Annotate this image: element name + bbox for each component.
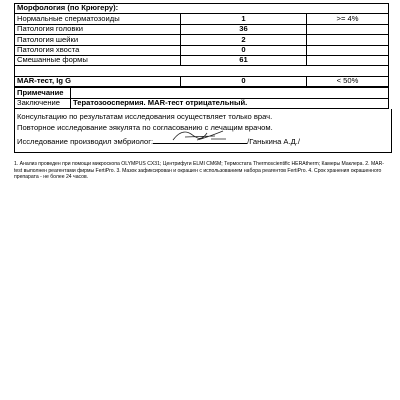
note-row <box>15 88 389 98</box>
row-value: 0 <box>181 45 307 55</box>
row-reference <box>307 45 389 55</box>
row-value: 36 <box>181 24 307 34</box>
info-box <box>14 109 392 153</box>
repeat-note: Повторное исследование эякулята по согласованию с лечащим врачом. <box>17 122 273 132</box>
conclusion-label: Заключение <box>15 98 71 108</box>
morphology-header: Морфология (по Крюгеру): <box>15 4 389 14</box>
row-label: Патология хвоста <box>15 45 181 55</box>
signature-line <box>17 134 389 148</box>
mar-reference: < 50% <box>307 76 389 86</box>
results-table <box>14 3 389 87</box>
spacer <box>15 66 389 76</box>
table-row <box>15 45 389 55</box>
spacer-row <box>15 66 389 76</box>
conclusion-text: Тератозооспермия. MAR-тест отрицательный. <box>71 98 389 108</box>
consultation-note: Консультацию по результатам исследования осуществляет только врач. <box>17 111 273 121</box>
row-label: Патология шейки <box>15 35 181 45</box>
signature-blank <box>153 134 247 144</box>
conclusion-row <box>15 98 389 108</box>
signature-prefix: Исследование производил эмбриолог: <box>17 136 154 146</box>
row-label: Нормальные сперматозоиды <box>15 14 181 24</box>
row-label: Патология головки <box>15 24 181 34</box>
row-label: Смешанные формы <box>15 55 181 65</box>
row-value: 1 <box>181 14 307 24</box>
row-reference: >= 4% <box>307 14 389 24</box>
table-row <box>15 55 389 65</box>
row-value: 61 <box>181 55 307 65</box>
table-row <box>15 35 389 45</box>
signature-scribble-icon <box>171 128 229 144</box>
conclusion-table <box>14 87 389 109</box>
footnote: 1. Анализ проведен при помощи микроскопа OLYMPUS CX31; Центрифуги ELMI CM6M; Термостата Thermoscientific HERAtherm; Камеры Маклера. 2. MAR-test выполнен реагентами фирмы FertiPro. 3. Мазок зафиксирован и окрашен с использованием набора реагентов FertiPro. 4. Срок хранения окрашенного препарата - не более 24 часов. <box>14 160 384 181</box>
row-reference <box>307 55 389 65</box>
row-reference <box>307 35 389 45</box>
row-value: 2 <box>181 35 307 45</box>
table-row <box>15 14 389 24</box>
note-value <box>71 88 389 98</box>
row-reference <box>307 24 389 34</box>
table-row <box>15 24 389 34</box>
mar-label: MAR-тест, Ig G <box>15 76 181 86</box>
mar-value: 0 <box>181 76 307 86</box>
report-document <box>14 3 388 181</box>
note-label: Примечание <box>15 88 71 98</box>
morphology-header-row <box>15 4 389 14</box>
signature-name: /Ганькина А.Д./ <box>247 136 300 146</box>
mar-row <box>15 76 389 86</box>
